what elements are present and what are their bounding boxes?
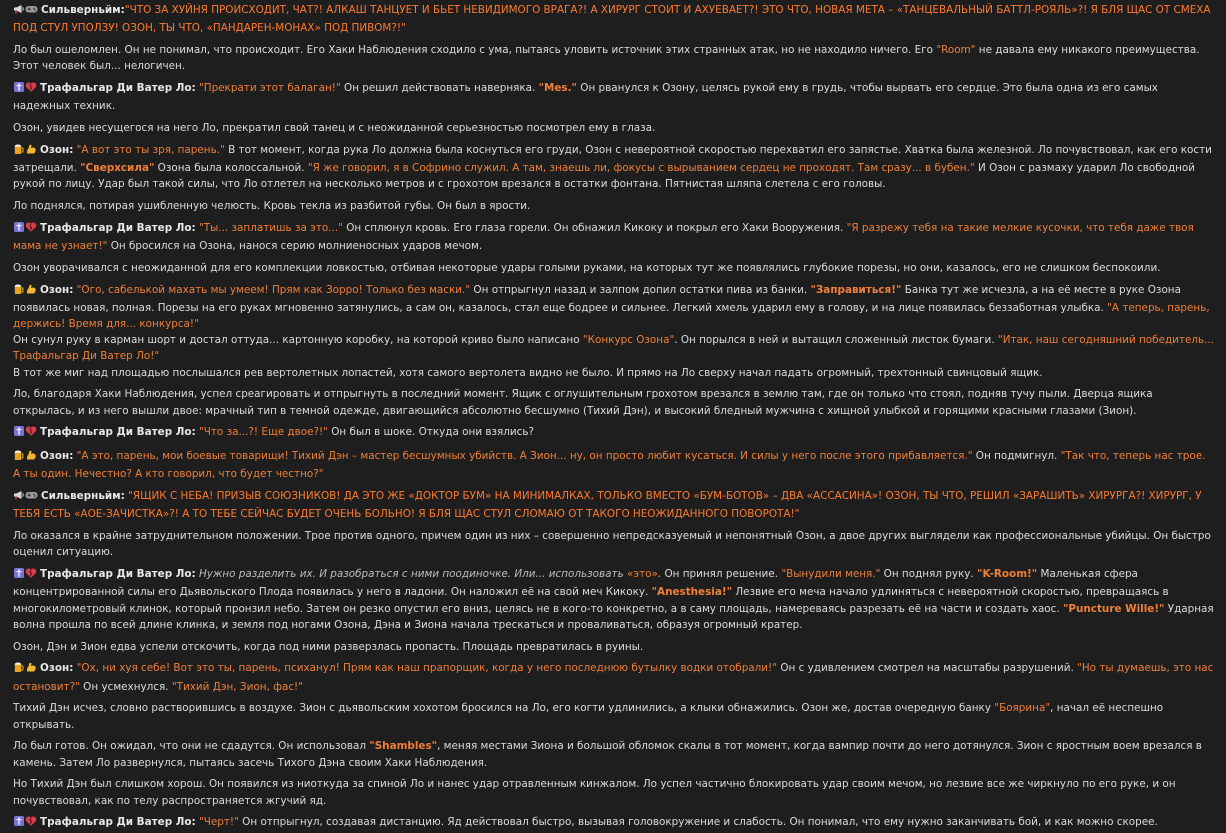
message-text: В тот же миг над площадью послышался рев вертолетных лопастей, хотя самого вертолета видно не было. И прямо на Ло сверху начал падать огромный, трехтонный свинцовый ящик. <box>13 366 1043 379</box>
chat-message <box>13 282 1214 381</box>
chat-message <box>13 814 1214 832</box>
quote-text: "Вынудили меня." <box>781 568 881 581</box>
flexed-biceps-icon <box>25 661 37 678</box>
speaker-icons <box>13 424 37 442</box>
broken-heart-icon <box>25 221 37 238</box>
quote-text: "Я разрежу тебя на такие мелкие кусочки, что тебя даже твоя мама не узнает!" <box>13 221 1194 252</box>
message-text: Но Тихий Дэн был слишком хорош. Он появился из ниоткуда за спиной Ло и нанес удар отравленным кинжалом. Ло успел частично блокировать удар своим мечом, но лезвие все же чиркнуло по его руке, и он почувствовал, как по телу распространяется жгучий яд. <box>13 778 1176 807</box>
level-slider-icon <box>13 815 25 832</box>
chat-message <box>13 566 1214 633</box>
speaker-name[interactable]: Трафальгар Ди Ватер Ло: <box>40 568 196 581</box>
message-text: , начал её неспешно открывать. <box>13 702 1164 731</box>
quote-text: "Прекрати этот балаган!" <box>195 82 341 94</box>
broken-heart-icon <box>25 425 37 442</box>
message-text: Лезвие его меча начало удлиняться с невероятной скоростью, превращаясь в многокилометровый клинок, который пронзил небо. Затем он резко опустил его вниз, целясь не в кого-то конкретно, а в саму площадь, намереваясь разрезать её на части и создать хаос. <box>13 586 1169 615</box>
quote-text: "K-Room!" <box>977 568 1038 581</box>
message-text: Он сунул руку в карман шорт и достал оттуда... картонную коробку, на которой криво было написано <box>13 334 583 347</box>
quote-text: "Ты... заплатишь за это..." <box>195 221 343 234</box>
speaker-name[interactable]: Трафальгар Ди Ватер Ло: <box>40 221 196 234</box>
chat-message <box>13 2 1214 36</box>
quote-text: "А вот это ты зря, парень." <box>73 143 225 156</box>
flexed-biceps-icon <box>25 449 37 466</box>
quote-text: "Shambles" <box>369 740 438 753</box>
narration-message <box>13 700 1214 732</box>
speaker-name[interactable]: Трафальгар Ди Ватер Ло: <box>40 426 196 439</box>
quote-text: "Так что, теперь нас трое. А ты один. Нечестно? А кто говорил, что будет честно?" <box>13 450 1206 481</box>
message-text: Он бросился на Озона, нанося серию молниеносных ударов мечом. <box>107 240 483 252</box>
quote-text: "Room" <box>936 44 976 56</box>
message-text: В тот момент, когда рука Ло должна была коснуться его груди, Озон с невероятной скоростью перехватил его запястье. Хватка была железной. Ло почувствовал, как его кости затрещали. <box>13 143 1212 174</box>
message-text: Ло был ошеломлен. Он не понимал, что происходит. Его Хаки Наблюдения сходило с ума, пытаясь уловить источник этих странных атак, но не находило ничего. Его <box>13 44 937 56</box>
speaker-name[interactable]: Сильверньйм: <box>41 490 125 503</box>
quote-text: "Итак, наш сегодняшний победитель... Трафальгар Ди Ватер Ло!" <box>13 334 1215 363</box>
narration-message <box>13 42 1214 74</box>
message-text: Ло оказался в крайне затруднительном положении. Трое против одного, причем один из них – совершенно непредсказуемый и непонятный Озон, а двое других выглядели как профессиональные убийцы. Он быстро оценил ситуацию. <box>13 530 1211 559</box>
speaker-name[interactable]: Озон: <box>40 283 74 296</box>
beer-mug-icon <box>13 661 25 678</box>
narration-message <box>13 528 1214 560</box>
message-text: Он поднял руку. <box>880 568 978 581</box>
beer-mug-icon <box>13 449 25 466</box>
message-text: Он принял решение. <box>661 568 782 581</box>
quote-text: "Mes." <box>538 82 577 94</box>
flexed-biceps-icon <box>25 283 37 300</box>
speaker-icons <box>13 448 37 466</box>
message-text: Озона была колоссальной. <box>154 162 308 174</box>
quote-text: "Конкурс Озона" <box>582 334 675 347</box>
chat-message <box>13 488 1214 522</box>
narration-message <box>13 198 1214 214</box>
message-text: Он решил действовать наверняка. <box>340 82 539 94</box>
message-text: Он отпрыгнул назад и залпом допил остатки пива из банки. <box>470 283 811 296</box>
gamepad-icon <box>25 489 38 506</box>
message-text: Озон, увидев несущегося на него Ло, прекратил свой танец и с неожиданной серьезностью посмотрел ему в глаза. <box>13 122 656 134</box>
quote-text: "Что за...?! Еще двое?!" <box>195 426 328 439</box>
quote-text: "ЧТО ЗА ХУЙНЯ ПРОИСХОДИТ, ЧАТ?! АЛКАШ ТАНЦУЕТ И БЬЕТ НЕВИДИМОГО ВРАГА?! А ХИРУРГ СТОИТ И АХУЕВАЕТ?! ЭТО ЧТО, НОВАЯ МЕТА – «ТАНЦЕВАЛЬНЫЙ БАТТЛ-РОЯЛЬ»?! Я БЛЯ ЩАС ОТ СМЕХА ПОД СТУЛ УПОЛЗУ! ОЗОН, ТЫ ЧТО, «ПАНДАРЕН-МОНАХ» ПОД ПИВОМ?!" <box>13 4 1211 35</box>
speaker-icons <box>13 660 37 678</box>
speaker-name[interactable]: Озон: <box>40 143 74 156</box>
message-text: Он сплюнул кровь. Его глаза горели. Он обнажил Кикоку и покрыл его Хаки Вооружения. <box>342 221 847 234</box>
quote-text: "Сверхсила" <box>80 162 155 174</box>
speaker-icons <box>13 488 38 506</box>
message-text: Он усмехнулся. <box>79 680 172 693</box>
message-text: , меняя местами Зиона и большой обломок скалы в тот момент, когда вампир почти до него дотянулся. Зион с яростным воем врезался в камень. Затем Ло развернулся, пытаясь засечь Тихого Дэна своим Хаки Наблюдения. <box>13 740 1202 769</box>
speaker-name[interactable]: Сильверньйм: <box>41 4 125 16</box>
message-text: Банка тут же исчезла, а на её месте в руке Озона появилась новая, полная. Порезы на его руках мгновенно затянулись, а сам он, казалось, стал еще бодрее и сильнее. Легкий хмель ударил ему в голову, и на лице появилась беззаботная улыбка. <box>13 283 1181 314</box>
quote-text: "Ого, сабелькой махать мы умеем! Прям как Зорро! Только без маски." <box>73 283 471 296</box>
message-text: Он был в шоке. Откуда они взялись? <box>327 426 535 439</box>
speaker-name[interactable]: Трафальгар Ди Ватер Ло: <box>40 816 196 829</box>
beer-mug-icon <box>13 283 25 300</box>
quote-text: "Бояринa" <box>994 702 1051 715</box>
level-slider-icon <box>13 81 25 98</box>
beer-mug-icon <box>13 143 25 160</box>
message-text: Ударная волна прошла по всей длине клинка, и земля под ногами Озона, Дэна и Зиона начала трескаться и проваливаться, образуя огромный кратер. <box>13 602 1214 631</box>
level-slider-icon <box>13 221 25 238</box>
narration-message <box>13 738 1214 770</box>
narration-message <box>13 260 1214 276</box>
speaker-icons <box>13 220 37 238</box>
level-slider-icon <box>13 567 25 584</box>
chat-message <box>13 80 1214 114</box>
narration-message <box>13 120 1214 136</box>
speaker-icons <box>13 282 37 300</box>
speaker-name[interactable]: Озон: <box>40 450 74 463</box>
message-text: Ло был готов. Он ожидал, что они не сдадутся. Он использовал <box>13 740 370 753</box>
quote-text: «это» <box>627 568 658 581</box>
chat-message <box>13 448 1214 482</box>
broken-heart-icon <box>25 81 37 98</box>
quote-text: "ЯЩИК С НЕБА! ПРИЗЫВ СОЮЗНИКОВ! ДА ЭТО ЖЕ «ДОКТОР БУМ» НА МИНИМАЛКАХ, ТОЛЬКО ВМЕСТО «БУМ-БОТОВ» – ДВА «АССАСИНА»! ОЗОН, ТЫ ЧТО, РЕШИЛ «ЗАРАШИТЬ» ХИРУРГА?! ХИРУРГ, У ТЕБЯ ЕСТЬ «АОЕ-ЗАЧИСТКА»?! А ТО ТЕБЕ СЕЙЧАС БУДЕТ ОЧЕНЬ БОЛЬНО! Я БЛЯ ЩАС СТУЛ СЛОМАЮ ОТ ТАКОГО НЕОЖИДАННОГО ПОВОРОТА!" <box>13 490 1202 521</box>
gamepad-icon <box>25 3 38 20</box>
message-text: Маленькая сфера концентрированной силы его Дьявольского Плода появилась у него в ладони. Он наложил её на свой меч Кикоку. <box>13 568 1138 599</box>
speaker-name[interactable]: Озон: <box>40 662 74 675</box>
megaphone-icon <box>13 489 25 506</box>
message-text: Озон, Дэн и Зион едва успели отскочить, когда под ними разверзлась пропасть. Площадь превратилась в руины. <box>13 640 644 653</box>
thought-text: . <box>657 568 662 581</box>
message-text: Он рванулся к Озону, целясь рукой ему в грудь, чтобы вырвать его сердце. Это была одна из его самых надежных техник. <box>13 82 1158 113</box>
speaker-icons <box>13 566 37 584</box>
message-text: . Он порылся в ней и вытащил сложенный листок бумаги. <box>674 334 998 347</box>
narration-message <box>13 639 1214 655</box>
quote-text: "Anesthesia!" <box>651 586 733 599</box>
level-slider-icon <box>13 425 25 442</box>
narration-message <box>13 386 1214 418</box>
speaker-name[interactable]: Трафальгар Ди Ватер Ло: <box>40 82 196 94</box>
speaker-icons <box>13 80 37 98</box>
message-text: И Озон с размаху ударил Ло свободной рукой по лицу. Удар был такой силы, что Ло отлетел на несколько метров и с грохотом врезался в остатки фонтана. Пятнистая шляпа слетела с его головы. <box>13 162 1196 191</box>
broken-heart-icon <box>25 567 37 584</box>
chat-message <box>13 220 1214 254</box>
quote-text: "Я же говорил, я в Софрино служил. А там, знаешь ли, фокусы с вырыванием сердец не проходят. Там сразу... в бубен." <box>307 162 975 174</box>
narration-message <box>13 776 1214 808</box>
message-text: не давала ему никакого преимущества. Этот человек был... нелогичен. <box>13 44 1200 73</box>
broken-heart-icon <box>25 815 37 832</box>
thought-text: Нужно разделить их. И разобраться с ними поодиночке. Или... использовать <box>195 568 628 581</box>
quote-text: "Ох, ни хуя себе! Вот это ты, парень, психанул! Прям как наш прапорщик, когда у него последнюю бутылку водки отобрали!" <box>73 662 778 675</box>
chat-message <box>13 660 1214 694</box>
quote-text: "А это, парень, мои боевые товарищи! Тихий Дэн – мастер бесшумных убийств. А Зион... ну, он просто любит кусаться. И силы у него после этого прибавляется." <box>73 450 973 463</box>
quote-text: "Заправиться!" <box>810 283 902 296</box>
quote-text: "Тихий Дэн, Зион, фас!" <box>171 680 303 693</box>
message-text: Ло, благодаря Хаки Наблюдения, успел среагировать и отпрыгнуть в последний момент. Ящик с оглушительным грохотом врезался в землю там, где он только что стоял, подняв тучу пыли. Дверца ящика открылась, и из него вышли двое: мрачный тип в темной одежде, двигающийся абсолютно бесшумно (Тихий Дэн), и высокий бледный мужчина с хищной улыбкой и горящими красными глазами (Зион). <box>13 388 1153 417</box>
quote-text: "Но ты думаешь, это нас остановит?" <box>13 662 1214 693</box>
flexed-biceps-icon <box>25 143 37 160</box>
message-text: Ло поднялся, потирая ушибленную челюсть. Кровь текла из разбитой губы. Он был в ярости. <box>13 200 531 212</box>
message-text: Он отпрыгнул, создавая дистанцию. Яд действовал быстро, вызывая головокружение и слабость. Он понимал, что ему нужно заканчивать бой, и как можно скорее. <box>238 816 1158 829</box>
message-text: Тихий Дэн исчез, словно растворившись в воздухе. Зион с дьявольским хохотом бросился на Ло, его когти удлинились, а клыки обнажились. Озон же, достав очередную банку <box>13 702 995 715</box>
speaker-icons <box>13 142 37 160</box>
quote-text: "Puncture Wille!" <box>1062 602 1165 615</box>
message-text: Он с удивлением смотрел на масштабы разрушений. <box>777 662 1078 675</box>
chat-message <box>13 142 1214 193</box>
quote-text: "А теперь, парень, держись! Время для... конкурса!" <box>13 301 1210 330</box>
message-text: Он подмигнул. <box>972 450 1061 463</box>
speaker-icons <box>13 2 38 20</box>
chat-message <box>13 424 1214 442</box>
megaphone-icon <box>13 3 25 20</box>
quote-text: "Черт!" <box>195 816 239 829</box>
speaker-icons <box>13 814 37 832</box>
message-text: Озон уворачивался с неожиданной для его комплекции ловкостью, отбивая некоторые удары голыми руками, на которых тут же появлялись глубокие порезы, но они, казалось, его не слишком беспокоили. <box>13 261 1161 274</box>
